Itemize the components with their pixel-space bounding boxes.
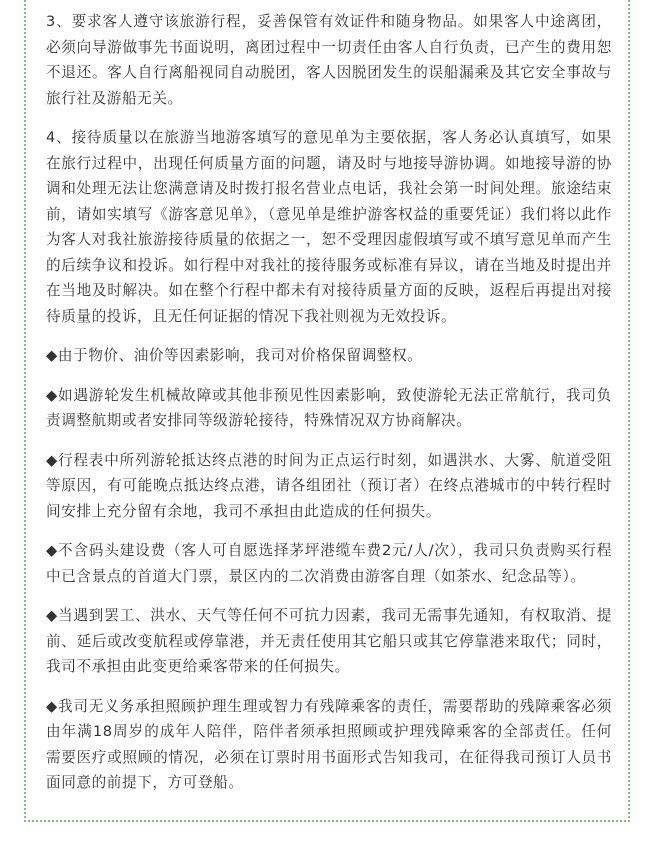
note-force-majeure: ◆当遇到罢工、洪水、天气等任何不可抗力因素，我司无需事先通知，有权取消、提前、延后或改变航程或停靠港，并无责任使用其它船只或其它停靠港来取代；同时，我司不承担由此变更给乘客带来的任何损失。 bbox=[46, 607, 612, 675]
term-item-3-departure-responsibility: 3、要求客人遵守该旅游行程，妥善保管有效证件和随身物品。如果客人中途离团，必须向导游做事先书面说明，离团过程中一切责任由客人自行负责，已产生的费用恕不退还。客人自行离船视同自动脱团，客人因脱团发生的误船漏乘及其它安全事故与旅行社及游船无关。 bbox=[46, 13, 612, 107]
note-ship-malfunction: ◆如遇游轮发生机械故障或其他非预见性因素影响，致使游轮无法正常航行，我司负责调整航期或者安排同等级游轮接待，特殊情况双方协商解决。 bbox=[46, 386, 612, 429]
note-arrival-delay: ◆行程表中所列游轮抵达终点港的时间为正点运行时刻，如遇洪水、大雾、航道受阻等原因，有可能晚点抵达终点港，请各组团社（预订者）在终点港城市的中转行程时间安排上充分留有余地，我司不承担由此造成的任何损失。 bbox=[46, 451, 612, 520]
note-price-adjustment: ◆由于物价、油价等因素影响，我司对价格保留调整权。 bbox=[46, 347, 423, 364]
note-fees-excluded: ◆不含码头建设费（客人可自愿选择茅坪港缆车费2元/人/次），我司只负责购买行程中已含景点的首道大门票，景区内的二次消费由游客自理（如茶水、纪念品等）。 bbox=[46, 542, 612, 585]
note-disabled-passengers: ◆我司无义务承担照顾护理生理或智力有残障乘客的责任，需要帮助的残障乘客必须由年满18周岁的成年人陪伴，陪伴者须承担照顾或护理残障乘客的全部责任。任何需要医疗或照顾的情况，必须在订票时用书面形式告知我司，在征得我司预订人员书面同意的前提下，方可登船。 bbox=[46, 697, 612, 791]
terms-content bbox=[46, 9, 612, 810]
term-item-4-service-quality: 4、接待质量以在旅游当地游客填写的意见单为主要依据，客人务必认真填写，如果在旅行过程中，出现任何质量方面的问题，请及时与地接导游协调。如地接导游的协调和处理无法让您满意请及时拨打报名营业点电话，我社会第一时间处理。旅途结束前，请如实填写《游客意见单》，（意见单是维护游客权益的重要凭证）我们将以此作为客人对我社旅游接待质量的依据之一，恕不受理因虚假填写或不填写意见单而产生的后续争议和投诉。如行程中对我社的接待服务或标准有异议，请在当地及时提出并在当地及时解决。如在整个行程中都未有对接待质量方面的反映，返程后再提出对接待质量的投诉，且无任何证据的情况下我社则视为无效投诉。 bbox=[46, 129, 612, 325]
